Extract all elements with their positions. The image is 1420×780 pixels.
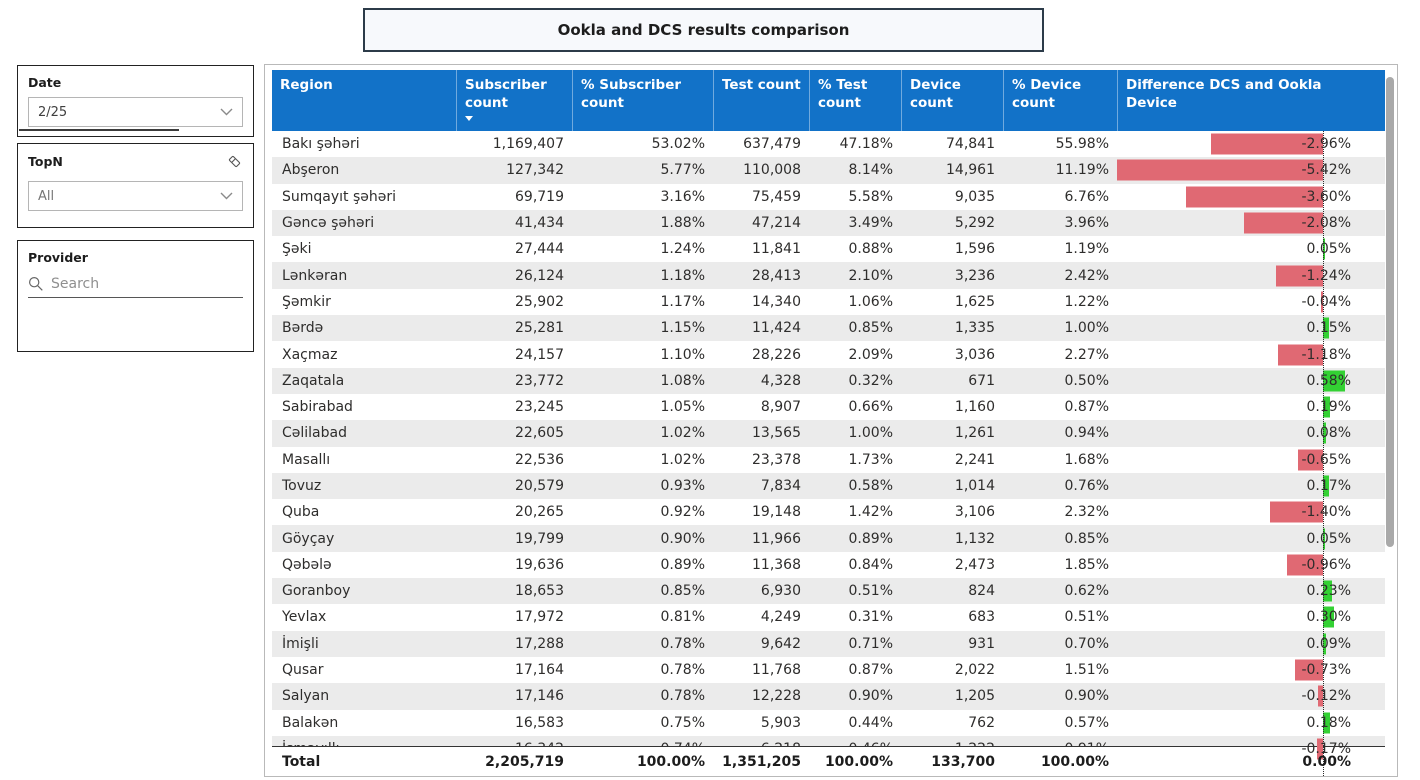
table-row[interactable]	[272, 631, 1385, 657]
table-cell-difference	[1117, 131, 1385, 157]
table-row[interactable]	[272, 184, 1385, 210]
difference-value: -0.12%	[1301, 688, 1351, 705]
table-cell-test-count: 637,479	[743, 136, 801, 153]
column-header-label: Test count	[722, 77, 801, 93]
table-cell-device-count: 824	[968, 583, 995, 600]
table-cell-pct-subscriber-count: 1.05%	[660, 399, 705, 416]
table-cell-pct-subscriber-count: 3.16%	[660, 188, 705, 205]
table-cell-device-count: 9,035	[954, 188, 995, 205]
table-row[interactable]	[272, 499, 1385, 525]
zero-axis-line	[1323, 131, 1324, 776]
sort-descending-icon	[465, 116, 473, 121]
table-row[interactable]	[272, 447, 1385, 473]
table-cell-device-count: 2,241	[954, 451, 995, 468]
table-row[interactable]	[272, 578, 1385, 604]
table-total-row	[272, 746, 1385, 776]
table-cell-region: Şəki	[282, 241, 312, 258]
table-cell-device-count: 74,841	[946, 136, 995, 153]
table-cell-subscriber-count: 23,772	[515, 372, 564, 389]
table-cell-device-count: 3,036	[954, 346, 995, 363]
table-cell-device-count: 14,961	[946, 162, 995, 179]
table-cell-device-count: 3,106	[954, 504, 995, 521]
difference-value: 0.30%	[1306, 609, 1351, 626]
difference-value: 0.09%	[1306, 635, 1351, 652]
table-row[interactable]	[272, 420, 1385, 446]
table-cell-pct-subscriber-count: 0.78%	[660, 688, 705, 705]
table-cell-pct-test-count: 0.85%	[848, 320, 893, 337]
table-cell-test-count: 4,328	[760, 372, 801, 389]
table-cell-pct-test-count: 0.31%	[848, 609, 893, 626]
topn-dropdown-value: All	[38, 188, 55, 204]
table-cell-difference	[1117, 289, 1385, 315]
table-cell-pct-device-count: 0.85%	[1064, 530, 1109, 547]
table-cell-difference	[1117, 315, 1385, 341]
table-cell-test-count: 6,930	[760, 583, 801, 600]
table-cell-difference	[1117, 631, 1385, 657]
difference-value: -0.65%	[1301, 451, 1351, 468]
table-cell-pct-device-count: 1.68%	[1064, 451, 1109, 468]
table-cell-difference	[1117, 473, 1385, 499]
table-cell-subscriber-count: 26,124	[515, 267, 564, 284]
report-title	[363, 8, 1044, 52]
topn-slicer-label: TopN	[28, 154, 63, 169]
table-cell-pct-test-count: 1.00%	[848, 425, 893, 442]
table-cell-test-count: 11,424	[752, 320, 801, 337]
table-cell-device-count: 5,292	[954, 215, 995, 232]
table-cell-difference	[1117, 420, 1385, 446]
table-cell-region: Bakı şəhəri	[282, 136, 360, 153]
column-header[interactable]	[1117, 70, 1385, 131]
table-cell-pct-device-count: 11.19%	[1055, 162, 1109, 179]
vertical-scrollbar-thumb[interactable]	[1386, 77, 1394, 547]
table-cell-subscriber-count: 17,288	[515, 635, 564, 652]
table-cell-difference	[1117, 683, 1385, 709]
table-cell-pct-device-count: 2.42%	[1064, 267, 1109, 284]
table-cell-pct-subscriber-count: 1.02%	[660, 451, 705, 468]
table-cell-subscriber-count: 20,579	[515, 478, 564, 494]
table-cell-pct-device-count: 1.51%	[1064, 662, 1109, 679]
column-header[interactable]	[809, 70, 901, 131]
table-cell-pct-device-count: 1.19%	[1064, 241, 1109, 258]
column-header[interactable]	[456, 70, 572, 131]
table-cell-test-count: 7,834	[760, 478, 801, 494]
table-cell-pct-test-count: 0.84%	[848, 556, 893, 573]
table-row[interactable]	[272, 525, 1385, 551]
table-row[interactable]	[272, 368, 1385, 394]
difference-value: -1.24%	[1301, 267, 1351, 284]
table-cell-pct-subscriber-count: 53.02%	[651, 136, 705, 153]
table-cell-region: Masallı	[282, 451, 331, 468]
table-cell-test-count: 14,340	[752, 293, 801, 310]
table-cell-device-count: 1,335	[954, 320, 995, 337]
table-cell-pct-test-count: 0.90%	[848, 688, 893, 705]
table-cell-difference	[1117, 657, 1385, 683]
table-cell-difference	[1117, 341, 1385, 367]
table-cell-pct-subscriber-count: 1.15%	[660, 320, 705, 337]
table-cell-pct-subscriber-count: 1.24%	[660, 241, 705, 258]
difference-value: -2.96%	[1301, 136, 1351, 153]
table-cell-pct-subscriber-count: 0.90%	[660, 530, 705, 547]
table-cell-region: Sabirabad	[282, 399, 353, 416]
table-cell-subscriber-count: 19,799	[515, 530, 564, 547]
table-cell-subscriber-count: 25,281	[515, 320, 564, 337]
table-cell-region: İmişli	[282, 635, 319, 652]
table-cell-pct-device-count: 0.87%	[1064, 399, 1109, 416]
comparison-table	[264, 64, 1398, 777]
table-cell-test-count: 8,907	[760, 399, 801, 416]
table-cell-device-count: 671	[968, 372, 995, 389]
table-row[interactable]	[272, 210, 1385, 236]
column-header-label: % Subscriber count	[581, 77, 682, 111]
column-header-label: Device count	[910, 77, 961, 111]
table-cell-pct-subscriber-count: 0.78%	[660, 635, 705, 652]
table-cell-pct-test-count: 2.09%	[848, 346, 893, 363]
difference-value: -0.17%	[1301, 740, 1351, 757]
difference-value: -0.04%	[1301, 293, 1351, 310]
provider-slicer-label: Provider	[28, 250, 88, 265]
difference-value: -5.42%	[1301, 162, 1351, 179]
table-row[interactable]	[272, 710, 1385, 736]
table-cell-test-count: 12,228	[752, 688, 801, 705]
table-cell-pct-device-count: 0.62%	[1064, 583, 1109, 600]
table-cell-test-count: 11,966	[752, 530, 801, 547]
table-cell-pct-device-count: 0.76%	[1064, 478, 1109, 494]
table-cell-pct-test-count: 0.32%	[848, 372, 893, 389]
table-cell-pct-device-count: 1.00%	[1064, 320, 1109, 337]
table-cell-region: Yevlax	[282, 609, 327, 626]
table-cell-pct-subscriber-count: 0.85%	[660, 583, 705, 600]
difference-value: -1.18%	[1301, 346, 1351, 363]
table-cell-subscriber-count: 24,157	[515, 346, 564, 363]
table-cell-difference	[1117, 552, 1385, 578]
column-header[interactable]	[713, 70, 809, 131]
table-cell-test-count: 110,008	[743, 162, 801, 179]
table-cell-subscriber-count: 19,636	[515, 556, 564, 573]
date-slicer-underline	[19, 129, 179, 131]
table-row[interactable]	[272, 262, 1385, 288]
table-cell-test-count: 13,565	[752, 425, 801, 442]
table-cell-device-count: 1,261	[954, 425, 995, 442]
table-cell-region: Total	[282, 753, 321, 770]
table-cell-difference	[1117, 604, 1385, 630]
table-cell-device-count: 931	[968, 635, 995, 652]
table-cell-region: Sumqayıt şəhəri	[282, 188, 397, 205]
table-cell-pct-subscriber-count: 0.75%	[660, 714, 705, 731]
search-icon	[28, 276, 44, 292]
table-cell-pct-subscriber-count: 1.02%	[660, 425, 705, 442]
table-cell-region: Tovuz	[282, 478, 322, 494]
table-cell-pct-device-count: 55.98%	[1055, 136, 1109, 153]
table-cell-pct-device-count: 0.57%	[1064, 714, 1109, 731]
date-slicer-label: Date	[28, 75, 62, 90]
table-cell-device-count: 1,160	[954, 399, 995, 416]
table-cell-device-count: 1,625	[954, 293, 995, 310]
table-row[interactable]	[272, 604, 1385, 630]
table-cell-pct-test-count: 0.87%	[848, 662, 893, 679]
difference-value: -0.73%	[1301, 662, 1351, 679]
table-cell-region: Goranboy	[282, 583, 351, 600]
table-cell-difference	[1117, 710, 1385, 736]
table-cell-pct-test-count: 47.18%	[839, 136, 893, 153]
table-cell-test-count: 28,413	[752, 267, 801, 284]
table-cell-test-count: 19,148	[752, 504, 801, 521]
topn-slicer	[17, 143, 254, 228]
table-cell-test-count: 4,249	[760, 609, 801, 626]
table-cell-pct-device-count: 0.90%	[1064, 688, 1109, 705]
table-cell-subscriber-count: 1,169,407	[492, 136, 564, 153]
table-cell-device-count: 3,236	[954, 267, 995, 284]
table-cell-pct-test-count: 5.58%	[848, 188, 893, 205]
table-cell-pct-device-count: 1.85%	[1064, 556, 1109, 573]
eraser-icon[interactable]	[226, 153, 243, 170]
table-cell-pct-device-count: 0.51%	[1064, 609, 1109, 626]
table-cell-device-count: 1,014	[954, 478, 995, 494]
negative-data-bar	[1117, 160, 1323, 181]
date-slicer	[17, 65, 254, 137]
column-header-label: % Test count	[818, 77, 868, 111]
table-cell-subscriber-count: 25,902	[515, 293, 564, 310]
date-dropdown-value: 2/25	[38, 104, 68, 120]
table-cell-pct-device-count: 2.27%	[1064, 346, 1109, 363]
table-body	[272, 131, 1385, 757]
table-cell-test-count: 75,459	[752, 188, 801, 205]
table-row[interactable]	[272, 473, 1385, 499]
table-cell-subscriber-count: 17,146	[515, 688, 564, 705]
table-cell-pct-subscriber-count: 0.89%	[660, 556, 705, 573]
table-cell-subscriber-count: 18,653	[515, 583, 564, 600]
table-cell-subscriber-count: 23,245	[515, 399, 564, 416]
chevron-down-icon	[220, 192, 233, 200]
table-cell-pct-subscriber-count: 1.88%	[660, 215, 705, 232]
table-cell-pct-subscriber-count: 0.93%	[660, 478, 705, 494]
table-cell-subscriber-count: 127,342	[506, 162, 564, 179]
table-cell-region: Lənkəran	[282, 267, 348, 284]
difference-value: 0.15%	[1306, 320, 1351, 337]
table-cell-difference	[1117, 499, 1385, 525]
table-cell-region: Bərdə	[282, 320, 324, 337]
table-cell-subscriber-count: 27,444	[515, 241, 564, 258]
provider-slicer	[17, 240, 254, 352]
table-cell-region: Cəlilabad	[282, 425, 347, 442]
table-cell-region: Xaçmaz	[282, 346, 338, 363]
table-cell-pct-subscriber-count: 1.18%	[660, 267, 705, 284]
table-cell-device-count: 1,596	[954, 241, 995, 258]
column-header[interactable]	[1003, 70, 1117, 131]
date-dropdown[interactable]	[28, 97, 243, 127]
table-cell-pct-device-count: 0.94%	[1064, 425, 1109, 442]
table-cell-region: Qəbələ	[282, 556, 332, 573]
table-row[interactable]	[272, 657, 1385, 683]
table-cell-difference	[1117, 368, 1385, 394]
table-cell-pct-test-count: 1.73%	[848, 451, 893, 468]
table-cell-pct-test-count: 0.51%	[848, 583, 893, 600]
table-cell-difference	[1117, 578, 1385, 604]
table-cell-difference	[1117, 157, 1385, 183]
table-cell-test-count: 9,642	[760, 635, 801, 652]
difference-value: 0.58%	[1306, 372, 1351, 389]
table-cell-region: Abşeron	[282, 162, 340, 179]
table-cell-pct-subscriber-count: 100.00%	[636, 753, 705, 770]
table-row[interactable]	[272, 394, 1385, 420]
column-header-label: Difference DCS and Ookla Device	[1126, 77, 1322, 111]
table-cell-pct-subscriber-count: 0.81%	[660, 609, 705, 626]
table-row[interactable]	[272, 683, 1385, 709]
difference-value: -1.40%	[1301, 504, 1351, 521]
table-cell-device-count: 133,700	[931, 753, 995, 770]
column-header-label: Region	[280, 77, 333, 93]
table-cell-test-count: 28,226	[752, 346, 801, 363]
table-cell-pct-device-count: 3.96%	[1064, 215, 1109, 232]
difference-value: 0.08%	[1306, 425, 1351, 442]
difference-value: 0.05%	[1306, 241, 1351, 258]
table-cell-subscriber-count: 69,719	[515, 188, 564, 205]
table-cell-pct-subscriber-count: 1.17%	[660, 293, 705, 310]
table-cell-test-count: 1,351,205	[722, 753, 801, 770]
table-cell-device-count: 762	[968, 714, 995, 731]
table-cell-pct-device-count: 6.76%	[1064, 188, 1109, 205]
table-cell-device-count: 2,473	[954, 556, 995, 573]
table-row[interactable]	[272, 157, 1385, 183]
table-row[interactable]	[272, 236, 1385, 262]
table-cell-region: Zaqatala	[282, 372, 345, 389]
table-cell-difference	[1117, 447, 1385, 473]
table-cell-device-count: 2,022	[954, 662, 995, 679]
provider-search-input[interactable]	[51, 276, 243, 292]
table-cell-subscriber-count: 17,972	[515, 609, 564, 626]
table-cell-pct-test-count: 1.06%	[848, 293, 893, 310]
table-cell-difference	[1117, 394, 1385, 420]
table-cell-pct-device-count: 2.32%	[1064, 504, 1109, 521]
table-cell-pct-test-count: 0.44%	[848, 714, 893, 731]
table-cell-pct-test-count: 1.42%	[848, 504, 893, 521]
table-cell-subscriber-count: 22,536	[515, 451, 564, 468]
table-cell-device-count: 1,132	[954, 530, 995, 547]
table-cell-subscriber-count: 2,205,719	[485, 753, 564, 770]
table-cell-device-count: 1,205	[954, 688, 995, 705]
table-cell-region: Şəmkir	[282, 293, 331, 310]
table-cell-pct-test-count: 0.66%	[848, 399, 893, 416]
table-cell-region: Gəncə şəhəri	[282, 215, 375, 232]
table-cell-pct-device-count: 0.50%	[1064, 372, 1109, 389]
table-cell-subscriber-count: 22,605	[515, 425, 564, 442]
column-header[interactable]	[901, 70, 1003, 131]
table-cell-pct-subscriber-count: 0.78%	[660, 662, 705, 679]
table-cell-subscriber-count: 41,434	[515, 215, 564, 232]
difference-value: 0.18%	[1306, 714, 1351, 731]
table-cell-region: Salyan	[282, 688, 330, 705]
table-cell-region: Qusar	[282, 662, 324, 679]
table-cell-subscriber-count: 16,583	[515, 714, 564, 731]
table-cell-difference	[1117, 525, 1385, 551]
column-header-label: Subscriber count	[465, 77, 547, 111]
table-cell-difference	[1117, 262, 1385, 288]
table-cell-subscriber-count: 17,164	[515, 662, 564, 679]
table-cell-difference	[1117, 210, 1385, 236]
table-cell-pct-test-count: 0.71%	[848, 635, 893, 652]
difference-value: 0.23%	[1306, 583, 1351, 600]
table-cell-test-count: 11,768	[752, 662, 801, 679]
column-header[interactable]	[572, 70, 713, 131]
table-cell-region: Göyçay	[282, 530, 335, 547]
table-cell-difference	[1117, 236, 1385, 262]
table-cell-pct-test-count: 2.10%	[848, 267, 893, 284]
table-cell-pct-test-count: 0.58%	[848, 478, 893, 494]
table-row[interactable]	[272, 131, 1385, 157]
table-cell-difference	[1117, 184, 1385, 210]
table-cell-pct-test-count: 8.14%	[848, 162, 893, 179]
table-row[interactable]	[272, 552, 1385, 578]
table-cell-pct-test-count: 0.88%	[848, 241, 893, 258]
table-cell-test-count: 11,841	[752, 241, 801, 258]
difference-value: 0.19%	[1306, 399, 1351, 416]
chevron-down-icon	[220, 108, 233, 116]
difference-value: -2.08%	[1301, 215, 1351, 232]
table-row[interactable]	[272, 289, 1385, 315]
table-cell-pct-subscriber-count: 0.92%	[660, 504, 705, 521]
column-header-label: % Device count	[1012, 77, 1082, 111]
table-cell-pct-subscriber-count: 1.10%	[660, 346, 705, 363]
table-cell-test-count: 11,368	[752, 556, 801, 573]
table-cell-pct-test-count: 100.00%	[824, 753, 893, 770]
report-title-text: Ookla and DCS results comparison	[557, 21, 850, 39]
table-cell-pct-device-count: 1.22%	[1064, 293, 1109, 310]
table-cell-region: Balakən	[282, 714, 339, 731]
table-cell-pct-test-count: 3.49%	[848, 215, 893, 232]
table-cell-test-count: 47,214	[752, 215, 801, 232]
table-cell-device-count: 683	[968, 609, 995, 626]
table-cell-test-count: 23,378	[752, 451, 801, 468]
difference-value: -3.60%	[1301, 188, 1351, 205]
table-cell-pct-device-count: 100.00%	[1040, 753, 1109, 770]
table-row[interactable]	[272, 341, 1385, 367]
table-cell-pct-device-count: 0.70%	[1064, 635, 1109, 652]
difference-value: 0.05%	[1306, 530, 1351, 547]
difference-value: -0.96%	[1301, 556, 1351, 573]
column-header[interactable]	[272, 70, 456, 131]
table-row[interactable]	[272, 315, 1385, 341]
table-cell-pct-subscriber-count: 1.08%	[660, 372, 705, 389]
table-cell-pct-subscriber-count: 5.77%	[660, 162, 705, 179]
table-cell-pct-test-count: 0.89%	[848, 530, 893, 547]
table-header-row	[272, 70, 1385, 131]
table-cell-subscriber-count: 20,265	[515, 504, 564, 521]
table-cell-region: Quba	[282, 504, 320, 521]
difference-value: 0.00%	[1302, 753, 1351, 770]
topn-dropdown[interactable]	[28, 181, 243, 211]
table-cell-test-count: 5,903	[760, 714, 801, 731]
difference-value: 0.17%	[1306, 478, 1351, 494]
